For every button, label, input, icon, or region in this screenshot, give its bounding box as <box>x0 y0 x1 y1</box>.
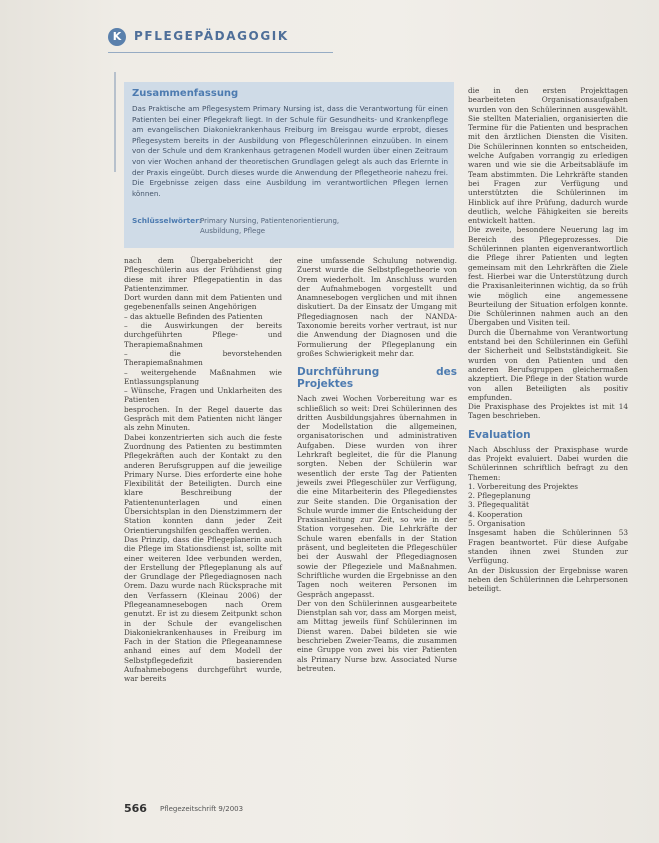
section-title: PFLEGEPÄDAGOGIK <box>134 29 289 43</box>
paragraph: Der von den Schülerinnen ausgearbeitete Dienstplan sah vor, dass am Morgen meist, am Mittag jeweils fünf Schülerinnen im Dienst waren. Dabei bildeten sie wie beschrieben Zweier-Teams, die zusammen eine Gruppe von zwei bis vier Patienten als Primary Nurse bzw. Associated Nurse betreuten. <box>297 598 457 673</box>
summary-box <box>124 82 454 248</box>
paragraph: Nach Abschluss der Praxisphase wurde das Projekt evaluiert. Dabei wurden die Schülerinnen schriftlich befragt zu den Themen: <box>468 444 628 482</box>
section-header <box>108 28 408 48</box>
section-badge: K <box>108 28 126 46</box>
page-number: 566 <box>124 802 147 815</box>
list-item: – die Auswirkungen der bereits durchgeführten Pflege- und Therapiemaßnahmen <box>124 321 282 349</box>
paragraph: Das Prinzip, dass die Pflegeplanerin auch die Pflege im Stationsdienst ist, sollte mit einer weiteren Idee verbunden werden, der Erstellung der Pflegeplanung als auf der Grundlage der Pflegediagnosen nach Orem. Dazu wurde nach Rücksprache mit den Verfassern (Kleinau 2006) der Pflegeanamnesebogen nach Orem genutzt. Er ist zu diesem Zeitpunkt schon in der Schule der evangelischen Diakoniekrankenhauses in Freiburg im Fach in der Station die Pflegeanamnese anhand eines auf dem Modell der Selbstpflegedefizit basierenden Aufnahmebogens durchgeführt wurde, war bereits <box>124 534 282 684</box>
list-item: 2. Pflegeplanung <box>468 491 531 501</box>
list-item: – Wünsche, Fragen und Unklarheiten des Patienten <box>124 386 282 405</box>
column-1 <box>124 256 282 684</box>
column-3 <box>468 86 628 593</box>
page-edge-line <box>114 72 116 172</box>
keywords-label: Schlüsselwörter: <box>132 216 202 225</box>
list-item: 5. Organisation <box>468 519 526 529</box>
paragraph: eine umfassende Schulung notwendig. Zuerst wurde die Selbstpflegetheorie von Orem wiederholt. Im Anschluss wurden der Aufnahmebogen vorgestellt und Anamnesebogen verglichen und mit ihnen diskutiert. Da der Einsatz der Umgang mit Pflegediagnosen nach der NANDA-Taxonomie bereits vorher vertraut, ist nur die Anwendung der Diagnosen und die Formulierung der Pflegeplanung ein großes Schwierigkeit mehr dar. <box>297 256 457 358</box>
heading-durchfuehrung: Durchführung des Projektes <box>297 366 457 391</box>
paragraph: Die Praxisphase des Projektes ist mit 14 Tagen beschrieben. <box>468 402 628 421</box>
list-item: – das aktuelle Befinden des Patienten <box>124 311 263 321</box>
paragraph: besprochen. In der Regel dauerte das Gespräch mit dem Patienten nicht länger als zehn Minuten. <box>124 404 282 433</box>
summary-text: Das Praktische am Pflegesystem Primary Nursing ist, dass die Verantwortung für einen Patienten bei einer Pflegekraft liegt. In der Schule für Gesundheits- und Krankenpflege am evangelischen Diakoniekrankenhaus Freiburg im Breisgau wurde erprobt, dieses Pflegesystem bereits in der Ausbildung von Pflegeschülerinnen einzuüben. In einem von der Schule und dem Krankenhaus getragenen Modell wurden über einen Zeitraum von vier Wochen anhand der theoretischen Grundlagen gelegt als auch das Erlernte in der Praxis eingeübt. Durch dieses wurde die Anwendung der Pflegetheorie nahezu frei. Die Ergebnisse zeigen dass eine Ausbildung im verantwortlichen Pflegen lernen können. <box>132 104 448 198</box>
list-item: 4. Kooperation <box>468 509 523 519</box>
paragraph: Die zweite, besondere Neuerung lag im Bereich des Pflegeprozesses. Die Schülerinnen planten eigenverantwortlich die Pflege ihrer Patienten und legten gemeinsam mit den Lehrkräften die Ziele fest. Hierbei war die Unterstützung durch die Praxisanleiterinnen wichtig, da so früh wie möglich eine angemessene Beurteilung der Situation erfolgen konnte. Die Schülerinnen nahmen auch an den Übergaben und Visiten teil. <box>468 225 628 328</box>
paragraph: die in den ersten Projekttagen bearbeiteten Organisationsaufgaben wurden von den Schülerinnen ausgewählt. Sie stellten Materialien, organisierten die Termine für die Patienten und besprachen mit den ärztlichen Diensten die Visiten. Die Schülerinnen konnten so entscheiden, welche Aufgaben vorrangig zu erledigen waren und wie sie die Arbeitsabläufe im Team abstimmten. Die Lehrkräfte standen bei Fragen zur Verfügung und unterstützten die Schülerinnen im Hinblick auf ihre Prüfung, dadurch wurde deutlich, welche Fähigkeiten sie bereits entwickelt hatten. <box>468 86 628 226</box>
paragraph: nach dem Übergabebericht der Pflegeschülerin aus der Frühdienst ging diese mit ihrer Pflegepatientin in das Patientenzimmer. <box>124 256 282 293</box>
column-2 <box>297 256 457 673</box>
paragraph: Dabei konzentrierten sich auch die feste Zuordnung des Patienten zu bestimmten Pflegekräften auch der Kontakt zu den anderen Berufsgruppen auf die jeweilige Primary Nurse. Dies erforderte eine hohe Flexibilität der Beteiligten. Durch eine klare Beschreibung der Patientenunterlagen und einen Übersichtsplan in den Dienstzimmern der Station konnten dann jeder Zeit Orientierungshilfen geschaffen werden. <box>124 432 282 535</box>
summary-title: Zusammenfassung <box>132 88 239 99</box>
journal-name: Pflegezeitschrift 9/2003 <box>160 805 244 813</box>
paragraph: Dort wurden dann mit dem Patienten und gegebenenfalls seinen Angehörigen <box>124 293 282 312</box>
paragraph: Nach zwei Wochen Vorbereitung war es schließlich so weit: Drei Schülerinnen des dritten Ausbildungsjahres übernahmen in der Modellstation die allgemeinen, organisatorischen und administrativen Aufgaben. Diese wurden von ihrer Lehrkraft begleitet, die für die Planung sorgten. Neben der Schülerin war wesentlich der erste Tag der Patienten jeweils zwei Pflegeschüler zur Verfügung, die eine Mitarbeiterin des Pflegedienstes zur Seite standen. Die Organisation der Schule wurde immer die Entscheidung der Praxisanleitung zur Zeit, so wie in der Station vorgesehen. Die Lehrkräfte der Schule waren ebenfalls in der Station präsent, und begleiteten die Pflegeschüler bei der Auswahl der Pflegediagnosen sowie der Pflegeziele und Maßnahmen. Schriftliche wurden die Ergebnisse an den Tagen noch weiteren Personen im Gespräch angepasst. <box>297 394 457 599</box>
paragraph: An der Diskussion der Ergebnisse waren neben den Schülerinnen die Lehrpersonen beteiligt. <box>468 565 628 594</box>
header-rule <box>108 52 333 53</box>
paragraph: Insgesamt haben die Schülerinnen 53 Fragen beantwortet. Für diese Aufgabe standen ihnen zwei Stunden zur Verfügung. <box>468 528 628 566</box>
keywords-text: Primary Nursing, Patientenorientierung, Ausbildung, Pflege <box>200 217 340 235</box>
paragraph: Durch die Übernahme von Verantwortung entstand bei den Schülerinnen ein Gefühl der Sicherheit und Selbstständigkeit. Sie wurden von den Patienten und den anderen Berufsgruppen gleichermaßen akzeptiert. Die Pflege in der Station wurde von allen Beteiligten als positiv empfunden. <box>468 327 628 402</box>
list-item: – die bevorstehenden Therapiemaßnahmen <box>124 348 282 368</box>
list-item: 3. Pflegequalität <box>468 500 529 510</box>
list-item: – weitergehende Maßnahmen wie Entlassungsplanung <box>124 367 282 386</box>
list-item: 1. Vorbereitung des Projektes <box>468 481 579 491</box>
heading-evaluation: Evaluation <box>468 428 531 441</box>
